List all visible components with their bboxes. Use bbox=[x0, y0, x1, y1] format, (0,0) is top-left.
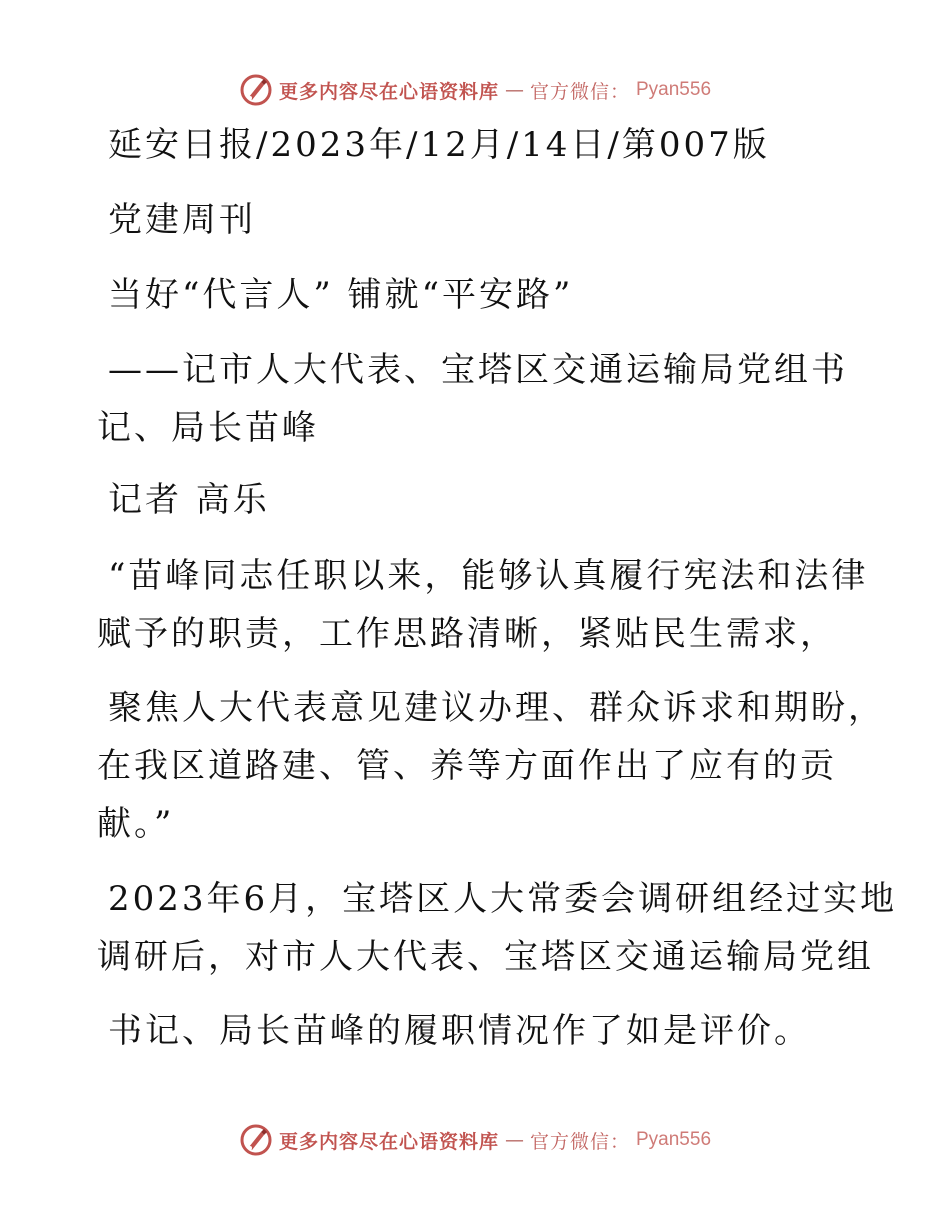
article-title: 当好“代言人” 铺就“平安路” bbox=[108, 275, 574, 315]
paragraph-line: “苗峰同志任职以来，能够认真履行宪法和法律 bbox=[108, 556, 869, 596]
watermark-text: 更多内容尽在心语资料库 bbox=[278, 1130, 499, 1153]
watermark-wechat-id: Pyan556 bbox=[636, 1129, 712, 1150]
watermark-wechat-label: 官方微信： bbox=[529, 80, 630, 103]
article-section: 党建周刊 bbox=[108, 200, 256, 240]
red-pen-logo-icon bbox=[239, 73, 273, 107]
watermark-wechat-label: 官方微信： bbox=[529, 1130, 630, 1153]
paragraph-line: 调研后，对市人大代表、宝塔区交通运输局党组 bbox=[97, 937, 874, 977]
article-byline: 记者 高乐 bbox=[108, 480, 270, 520]
watermark-banner-top bbox=[0, 70, 950, 110]
paragraph-line: 献。” bbox=[97, 804, 175, 844]
paragraph-line: 书记、局长苗峰的履职情况作了如是评价。 bbox=[108, 1011, 811, 1051]
article-subtitle-line: 记、局长苗峰 bbox=[97, 408, 319, 448]
watermark-separator: — bbox=[504, 1129, 524, 1151]
paragraph-line: 聚焦人大代表意见建议办理、群众诉求和期盼， bbox=[108, 688, 885, 728]
watermark-wechat-id: Pyan556 bbox=[636, 79, 712, 100]
paragraph-line: 2023年6月，宝塔区人大常委会调研组经过实地 bbox=[108, 879, 898, 919]
red-pen-logo-icon bbox=[239, 1123, 273, 1157]
watermark-banner-bottom bbox=[0, 1120, 950, 1160]
paragraph-line: 赋予的职责，工作思路清晰，紧贴民生需求， bbox=[97, 614, 837, 654]
paragraph-line: 在我区道路建、管、养等方面作出了应有的贡 bbox=[97, 746, 837, 786]
article-subtitle-line: ——记市人大代表、宝塔区交通运输局党组书 bbox=[108, 350, 848, 390]
watermark-separator: — bbox=[504, 79, 524, 101]
watermark-text: 更多内容尽在心语资料库 bbox=[278, 80, 499, 103]
article-source: 延安日报/2023年/12月/14日/第007版 bbox=[108, 125, 770, 165]
